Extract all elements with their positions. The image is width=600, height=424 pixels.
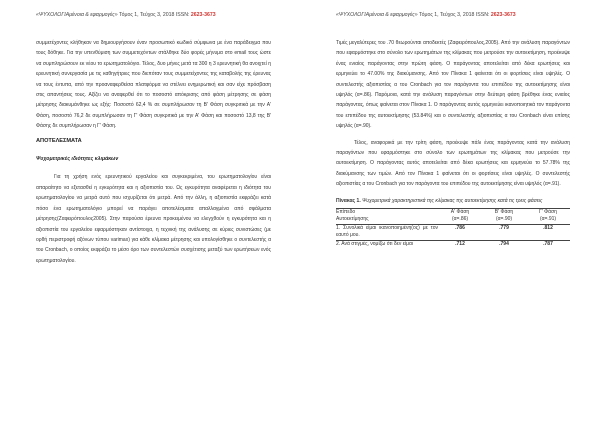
alpha-b: (α=.90) bbox=[482, 216, 526, 224]
column-header-a: Α' Φάση bbox=[438, 208, 482, 216]
loading-a: .712 bbox=[455, 240, 465, 247]
alpha-a: (α=.86) bbox=[438, 216, 482, 224]
right-page bbox=[300, 0, 600, 424]
row-header: Αυτοεκτίμησης bbox=[336, 216, 438, 224]
subsection-heading: Ψυχομετρικές ιδιότητες κλιμάκων bbox=[36, 156, 119, 163]
journal-name-rest: μένοια & εφαρμογές» bbox=[69, 12, 118, 18]
paragraph: Τιμές μεγαλύτερες του .70 θεωρούνται αποδεκτές (Ζαφειρόπουλος,2005). Από την ανάλυση παραγόντων που εφαρμόστηκε στο σύνολο των ερωτημάτων της κλίμακας που μετρούσε την αυτοεκτίμηση, προέκυψε ένας ενιαίος παράγοντας στην πρώτη φάση. Ο παράγοντας αποτελείται από δέκα ερωτήσεις και ερμηνεύει το 47.00% της διακύμανσης. Από τον Πίνακα 1 φαίνεται ότι οι φορτίσεις είναι υψηλές. Ο συντελεστής αξιοπιστίας α του Cronbach για τον παράγοντα του επιπέδου της αυτοεκτίμησης είναι υψηλός (α=.86). Παρόμοια, κατά την ανάλυση παραγόντων στην δεύτερη φάση βρέθηκε ένας ενιαίος παράγοντας, όπως φαίνεται στον Πίνακα 1. Ο παράγοντας αυτός ερμηνεύει ικανοποιητικά τον παράγοντα του επιπέδου της αυτοεκτίμησης (53.84%) και ο συντελεστής αξιοπιστίας α του Cronbach είναι επίσης υψηλός (α=.90). bbox=[336, 40, 570, 130]
running-header bbox=[336, 12, 516, 18]
loading-b: .794 bbox=[499, 240, 509, 247]
table-caption-text: Ψυχομετρικά χαρακτηριστικά της κλίμακας της αυτοεκτίμησης κατά τις τρεις φάσεις bbox=[362, 197, 543, 204]
results-table bbox=[336, 208, 570, 249]
loading-a: .786 bbox=[438, 224, 482, 240]
issn-number: 2623-3673 bbox=[190, 12, 216, 18]
paragraph: συμμετέχοντες κλήθηκαν να δημιουργήσουν έναν προσωπικό κωδικό σύμφωνα με ένα παράδειγμα που τους δόθηκε. Για την υπενθύμιση των συμμετεχόντων στάλθηκε δύο φορές μήνυμα στο email τους ώστε να συμπληρώσουν εκ νέου το ερωτηματολόγιο. Τέλος, δυο μήνες μετά τα 300 η 3 ερευνητική θα ανοιχτεί η ερευνητική συνεργασία με τις καθηγήτριες που διεπόταν τους συμμετείχοντες της καταβολής της έρευνας να τους έντυπα, από την προαναφερθείσα πλατφόρμα να στέλνει ενημερωτική και σαν είχε πρόσβαση στις απαντήσεις τους. Αξίζει να αναφερθεί ότι το ποσοστό απόκρισης από φάση μέτρησης σε φάση μέτρησης διακυμάνθηκε ως εξής: Ποσοστό 62,4 % σε συμπλήρωσαν τη Β' Φάση συγκριτικά με την Α' Φάση, ποσοστό 76,2 δε συμπλήρωσαν τη Γ' Φάση συγκριτικά με την Α' Φάση και ποσοστό 13,8 της Β' Φάσης δε συμπλήρωσαν η Γ' Φάση. bbox=[36, 40, 271, 130]
alpha-c: (α=.91) bbox=[526, 216, 570, 224]
left-column bbox=[36, 38, 271, 266]
item-label: 2. Ανά στιγμές, νομίζω ότι δεν είμαι bbox=[336, 240, 414, 247]
paragraph: Για τη χρήση ενός ερευνητικού εργαλείου και συγκεκριμένα, του ερωτηματολογίου είναι απαραίτητο να εξετασθεί η εγκυρότητα και η αξιοπιστία του. Ως εγκυρότητα αναφέρεται η ιδιότητα του ερωτηματολογίου να μετρά αυτό που ισχυρίζεται ότι μετρά. Από την άλλη, η αξιοπιστία εκφράζει κατά πόσο ένα ερωτηματολόγιο μπορεί να παράγει αποτελέσματα απαλλαγμένα από σφάλματα μέτρησης(Ζαφειρόπουλος2005). Στην παρούσα έρευνα προκειμένου να ελεγχθούν η εγκυρότητα και η αξιοπιστία του εργαλείου εφαρμόστηκαν αντίστοιχα, η τεχνική της ανάλυσης σε κύριες συνιστώσες (με ορθή περιστροφή αξόνων τύπου varimax) για κάθε κλίμακα μέτρησης και υπολογίσθηκε ο συντελεστής α του Cronbach, ο οποίος εκφράζει το μέσο όρο των συντελεστών συσχέτισης μεταξύ των ερωτήσεων ενός ερωτηματολογίου. bbox=[36, 174, 271, 264]
table-row bbox=[336, 224, 570, 240]
loading-c: .812 bbox=[526, 224, 570, 240]
paragraph: Τέλος, αναφορικά με την τρίτη φάση, προέκυψε πάλι ένας παράγοντας κατά την ανάλυση παραγόντων που εφαρμόστηκε στο σύνολο των ερωτημάτων της κλίμακας που μετρούσε την αυτοεκτίμηση. Ο παράγοντας αυτός αποτελείται από δέκα ερωτήσεις και ερμηνεύει το 57.78% της διακύμανσης των τιμών. Από τον Πίνακα 1 φαίνεται ότι οι φορτίσεις είναι υψηλές. Ο συντελεστής αξιοπιστίας α του Cronbach για τον παράγοντα του επιπέδου της αυτοεκτίμησης είναι υψηλός (α=.91). bbox=[336, 139, 570, 188]
journal-details: Τόμος 1, Τεύχος 3, 2018 ISSN: bbox=[418, 12, 490, 18]
journal-name: «ΨΥΧΟΛΟΓΙΑ bbox=[36, 12, 70, 18]
journal-name-rest: μένοια & εφαρμογές» bbox=[369, 12, 418, 18]
journal-details: Τόμος 1, Τεύχος 3, 2018 ISSN: bbox=[118, 12, 190, 18]
column-header-b: Β' Φάση bbox=[482, 208, 526, 216]
column-header-c: Γ' Φάση bbox=[526, 208, 570, 216]
loading-b: .779 bbox=[482, 224, 526, 240]
item-label: 1. Συνολικά είμαι ικανοποιημένη(ος) με τον εαυτό μου. bbox=[336, 224, 438, 239]
table-row bbox=[336, 240, 570, 248]
running-header bbox=[36, 12, 216, 18]
issn-number: 2623-3673 bbox=[490, 12, 516, 18]
table-caption bbox=[336, 196, 570, 206]
journal-name: «ΨΥΧΟΛΟΓΙΑ bbox=[336, 12, 370, 18]
loading-c: .787 bbox=[543, 240, 553, 247]
row-header: Επίπεδο bbox=[336, 208, 438, 216]
section-heading: ΑΠΟΤΕΛΕΣΜΑΤΑ bbox=[36, 137, 82, 144]
right-column bbox=[336, 38, 570, 248]
table-label: Πίνακας 1. bbox=[336, 197, 361, 204]
